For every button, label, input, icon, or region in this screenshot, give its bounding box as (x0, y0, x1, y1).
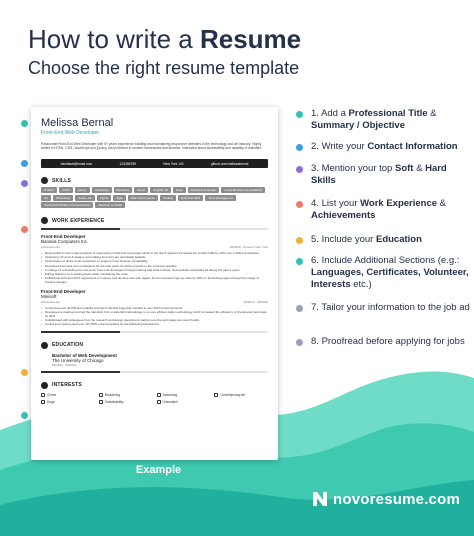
graduation-cap-icon (41, 342, 48, 349)
section-divider (41, 371, 268, 373)
resume-example (31, 107, 278, 460)
skills-list (41, 187, 268, 208)
briefcase-icon (41, 217, 48, 224)
interest-label: Overwatch (162, 399, 178, 404)
education-dates: 09/2012 - 06/2016 (52, 362, 77, 367)
work-heading (41, 217, 268, 224)
marker-contact (21, 160, 28, 167)
contact-phone: 123456789 (119, 161, 137, 166)
interest-item (99, 393, 153, 397)
novoresume-logo-icon (311, 490, 329, 508)
job-bullet: • In charge of onboarding the new junior front-end developers through training and code reviews. Successfully onboarded 16 during the past 4 years. (41, 268, 268, 272)
skill-tag: Adobe XD (75, 195, 95, 201)
step-plain-1: List your (321, 198, 361, 209)
skill-tag: Web Performance (128, 195, 158, 201)
job-meta (41, 300, 268, 304)
skill-tag: Bootstrap (114, 187, 133, 193)
skill-tag: Testing (160, 195, 176, 201)
skill-tag: React (134, 187, 148, 193)
skill-tag: Technical SEO (178, 195, 204, 201)
resume-contact-bar (41, 159, 268, 168)
interests-heading (41, 382, 268, 389)
interest-label: Swimming (162, 392, 178, 397)
skill-tag: JavaScript (92, 187, 112, 193)
job-meta-left: Achievements (41, 299, 60, 304)
interest-item (157, 393, 211, 397)
section-divider (41, 331, 268, 333)
step-marker (296, 237, 303, 244)
job-bullet: • Developed front and core consistently for the past years for all the projects in the company portfolio. (41, 264, 268, 268)
heart-icon (41, 382, 48, 389)
skill-tag: Verbal and Written Communication (41, 202, 93, 208)
job-company: Minisoft (41, 293, 57, 299)
step-number: 5. (311, 234, 319, 245)
interest-label: Chess (47, 392, 57, 397)
marker-education (21, 369, 28, 376)
interest-icon (157, 400, 161, 404)
brand[interactable] (311, 490, 460, 508)
step-plain-1: Include your (321, 234, 376, 245)
job-bullet: • Developed a roadmap and led the transition from a waterfall methodology to a more efficient Agile methodology which increased the efficiency of the development team by 30%. (41, 310, 268, 318)
step-plain-1: Include Additional Sections (e.g.: (321, 255, 460, 266)
page-heading (28, 24, 301, 80)
step-number: 6. (311, 255, 319, 266)
step-plain-1: Mention your top (321, 163, 395, 174)
interest-item (214, 393, 268, 397)
resume-name: Melissa Bernal (41, 117, 114, 129)
job-bullet: • Conducted over 40 A/B and usability testings to identify bugs that resulted in over 300 UI improvements. (41, 306, 268, 310)
resume-role: Front-End Web Developer (41, 130, 99, 136)
skill-tag: Time Management (205, 195, 236, 201)
job-meta (41, 245, 268, 249)
step-bold-1: Work Experience (360, 198, 438, 209)
step-text (311, 141, 471, 153)
interest-icon (41, 393, 45, 397)
step-bold-1: Professional Title (348, 108, 428, 119)
job-title: Front-End Developer (41, 234, 86, 239)
step-marker (296, 166, 303, 173)
interests-heading-text: INTERESTS (52, 382, 82, 389)
step-number: 2. (311, 141, 319, 152)
step-marker (296, 305, 303, 312)
job-dates: 03/2016 - 05/2019 (243, 299, 268, 304)
job-bullets (41, 251, 268, 285)
skills-heading-text: SKILLS (52, 177, 71, 184)
step-bold-2: Achievements (311, 210, 376, 221)
step-text (311, 198, 471, 222)
job-bullet: • Coded and implemented over 40 HTML email templates for the Marketing Department. (41, 322, 268, 326)
contact-github: github.com/melissabernal (210, 161, 249, 166)
step-number: 4. (311, 198, 319, 209)
job-entry (41, 289, 268, 327)
step-marker (296, 339, 303, 346)
heading-line-1 (28, 24, 301, 54)
skill-tag: Figma (97, 195, 111, 201)
job-bullet: • Assessing UX and UI designs and making sure they are technically feasible. (41, 255, 268, 259)
example-label: Example (135, 464, 182, 476)
step-marker (296, 144, 303, 151)
interest-item (41, 400, 95, 404)
step-marker (296, 111, 303, 118)
step-bold-2: Summary / Objective (311, 120, 405, 131)
interest-label: Contemporary Art (220, 392, 246, 397)
contact-email: mbellasb@email.com (60, 161, 93, 166)
step-plain-1: Tailor your information to the job ad (321, 302, 470, 313)
skill-tag: Cross-Browser Compatibility (221, 187, 265, 193)
interest-label: Sustainability (104, 399, 124, 404)
step-bold-1: Contact Information (367, 141, 458, 152)
interest-icon (157, 393, 161, 397)
skill-tag: Photoshop (53, 195, 73, 201)
marker-summary (21, 120, 28, 127)
skill-tag: Agile (113, 195, 126, 201)
skill-tag: HTML5 (41, 187, 57, 193)
resume-summary: Passionate Front-End Web Developer with 5+ years experience building and maintaining responsive websites in the technology and art industry. Highly skilled in HTML, CSS, JavaScript and jQuery, and proficient in modern frameworks and libraries. Interested about accessibility and usability of websites. (41, 142, 262, 151)
skill-tag: CSS3 (59, 187, 73, 193)
work-heading-text: WORK EXPERIENCE (52, 217, 105, 224)
interest-label: Bouldering (104, 392, 120, 397)
step-text (311, 302, 471, 314)
step-text (311, 108, 471, 132)
step-plain-1: Proofread before applying for jobs (321, 336, 465, 347)
jobs-list (41, 234, 268, 327)
job-bullet: • Collaborate with the UI/UX department to improve and develop new web pages. So far increased sign-up rates by 25% on 10 landing pages through the usage of creative designs. (41, 276, 268, 284)
brand-name: novoresume.com (333, 490, 461, 508)
job-bullet: • Collaborated with colleagues from the research and design department making sure the web pages are user-friendly. (41, 318, 268, 322)
education-school: The University of Chicago (52, 357, 104, 363)
job-bullet: • Editing features on a existing basis while maintaining the code. (41, 272, 268, 276)
interest-icon (99, 393, 103, 397)
step-plain-1: Add a (321, 108, 349, 119)
education-heading-text: EDUCATION (52, 342, 84, 349)
step-bold-1: Education (375, 234, 422, 245)
skills-icon (41, 177, 48, 184)
step-number: 3. (311, 163, 319, 174)
step-bold-1: Soft (394, 163, 414, 174)
interests-list (41, 393, 268, 404)
step-number: 1. (311, 108, 319, 119)
education-heading (41, 342, 268, 349)
step-text (311, 234, 471, 246)
interest-icon (99, 400, 103, 404)
job-bullet: • Optimization of all the implementations to support cross-browser compatibility. (41, 259, 268, 263)
skill-tag: Git (41, 195, 51, 201)
marker-interests (21, 412, 28, 419)
job-bullet: • Responsible for the implementation of responsive mobile-first web pages which in the last 5 quarters increased the mobile traffic by 40% over 2 different websites. (41, 251, 268, 255)
step-text (311, 255, 471, 291)
skills-heading (41, 177, 268, 184)
interest-label: Dogs (47, 399, 55, 404)
step-bold-2: Hard Skills (311, 163, 447, 186)
step-bold-1: Languages, Certificates, Volunteer, Interests (311, 267, 469, 290)
heading-prefix: How to write a (28, 24, 200, 54)
skill-tag: Sass (173, 187, 186, 193)
step-marker (296, 201, 303, 208)
job-meta-left: Achievements (41, 245, 60, 249)
step-plain-2: etc.) (350, 279, 372, 290)
section-divider (41, 228, 268, 230)
step-text (311, 336, 471, 348)
step-plain-2: & (413, 163, 426, 174)
step-number: 7. (311, 302, 319, 313)
skill-tag: Angular JS (150, 187, 171, 193)
step-marker (296, 258, 303, 265)
step-plain-2: & (427, 108, 437, 119)
interest-icon (214, 393, 218, 397)
heading-bold: Resume (199, 24, 302, 54)
job-entry (41, 234, 268, 285)
job-title: Front-End Developer (41, 288, 86, 294)
contact-location: New York, US (163, 161, 184, 166)
marker-skills (21, 180, 28, 187)
skill-tag: Attention to Detail (95, 202, 125, 208)
marker-work (21, 226, 28, 233)
job-dates: 05/2019 - Present, New York (229, 245, 268, 249)
skill-tag: jQuery (75, 187, 90, 193)
skill-tag: Responsive Design (188, 187, 220, 193)
job-company: Banana Computers Inc. (41, 239, 89, 244)
step-plain-2: & (437, 198, 447, 209)
interest-item (41, 393, 95, 397)
step-number: 8. (311, 336, 319, 347)
step-text (311, 163, 471, 187)
interest-icon (41, 400, 45, 404)
interest-item (157, 400, 211, 404)
interest-item (99, 400, 153, 404)
heading-line-2: Choose the right resume template (28, 58, 300, 78)
job-bullets (41, 306, 268, 327)
education-degree: Bachelor of Web Development (52, 352, 117, 358)
step-plain-1: Write your (321, 141, 368, 152)
